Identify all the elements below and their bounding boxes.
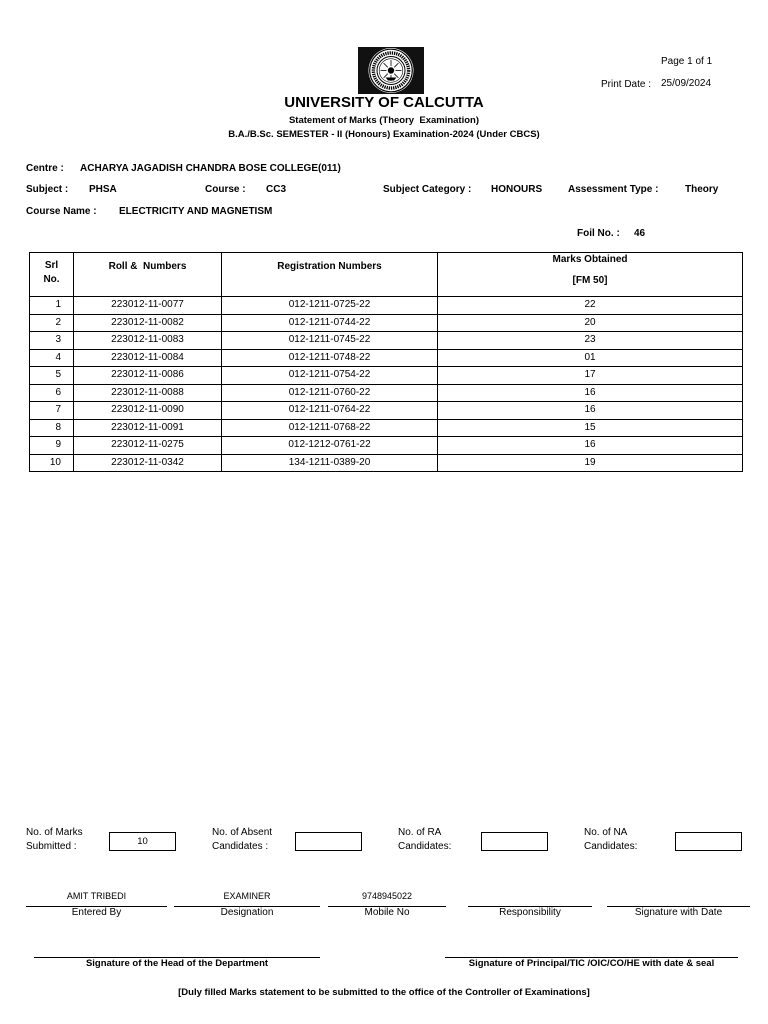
registration-number-cell: 012-1211-0745-22 bbox=[222, 332, 438, 350]
marks-cell: 20 bbox=[438, 314, 743, 332]
subject-label: Subject : bbox=[26, 184, 69, 195]
registration-number-cell: 134-1211-0389-20 bbox=[222, 454, 438, 472]
srl-no-cell: 9 bbox=[30, 437, 74, 455]
signature-with-date-label: Signature with Date bbox=[634, 907, 723, 918]
registration-number-cell: 012-1211-0748-22 bbox=[222, 349, 438, 367]
srl-no-cell: 4 bbox=[30, 349, 74, 367]
subject-category-value: HONOURS bbox=[491, 184, 543, 195]
print-date: 25/09/2024 bbox=[661, 78, 712, 89]
absent-candidates-label-line-2: Candidates : bbox=[212, 841, 269, 852]
registration-number-cell: 012-1211-0725-22 bbox=[222, 297, 438, 315]
print-date-label: Print Date : bbox=[601, 79, 652, 90]
srl-no-header bbox=[30, 253, 74, 297]
registration-number-cell: 012-1211-0768-22 bbox=[222, 419, 438, 437]
designation-value: EXAMINER bbox=[174, 889, 320, 907]
mobile-number-value: 9748945022 bbox=[328, 889, 446, 907]
na-candidates-label-line-2: Candidates: bbox=[584, 841, 638, 852]
table-row bbox=[30, 332, 743, 350]
signature-with-date-field bbox=[607, 889, 750, 907]
assessment-type-label: Assessment Type : bbox=[568, 184, 659, 195]
registration-header-text: Registration Numbers bbox=[277, 261, 382, 272]
registration-number-cell: 012-1211-0754-22 bbox=[222, 367, 438, 385]
absent-candidates-count-box bbox=[295, 832, 362, 851]
roll-number-cell: 223012-11-0082 bbox=[74, 314, 222, 332]
marks-header-line-1: Marks Obtained bbox=[552, 254, 628, 265]
university-title: UNIVERSITY OF CALCUTTA bbox=[284, 94, 484, 111]
table-row bbox=[30, 437, 743, 455]
marks-cell: 23 bbox=[438, 332, 743, 350]
table-row bbox=[30, 297, 743, 315]
course-label: Course : bbox=[205, 184, 246, 195]
srl-no-cell: 6 bbox=[30, 384, 74, 402]
roll-number-cell: 223012-11-0084 bbox=[74, 349, 222, 367]
roll-number-cell: 223012-11-0083 bbox=[74, 332, 222, 350]
srl-no-cell: 8 bbox=[30, 419, 74, 437]
marks-header-line-2: [FM 50] bbox=[572, 275, 608, 286]
srl-no-cell: 2 bbox=[30, 314, 74, 332]
srl-header-line-1: Srl bbox=[44, 260, 59, 271]
statement-title: Statement of Marks (Theory Examination) bbox=[288, 115, 480, 126]
roll-header-text: Roll & Numbers bbox=[108, 261, 187, 272]
centre-value: ACHARYA JAGADISH CHANDRA BOSE COLLEGE(011) bbox=[80, 163, 341, 174]
entered-by-value: AMIT TRIBEDI bbox=[26, 889, 167, 907]
srl-header-line-2: No. bbox=[43, 274, 60, 285]
ra-candidates-count-box bbox=[481, 832, 548, 851]
centre-label: Centre : bbox=[26, 163, 64, 174]
table-row bbox=[30, 419, 743, 437]
page-info: Page 1 of 1 bbox=[661, 56, 713, 67]
subject-category-label: Subject Category : bbox=[383, 184, 472, 195]
marks-submitted-label-line-2: Submitted : bbox=[26, 841, 77, 852]
table-row bbox=[30, 454, 743, 472]
marks-obtained-header bbox=[438, 253, 743, 297]
ra-candidates-label-line-1: No. of RA bbox=[398, 827, 442, 838]
roll-number-cell: 223012-11-0342 bbox=[74, 454, 222, 472]
marks-cell: 16 bbox=[438, 437, 743, 455]
responsibility-label: Responsibility bbox=[499, 907, 561, 918]
table-row bbox=[30, 384, 743, 402]
srl-no-cell: 5 bbox=[30, 367, 74, 385]
srl-no-cell: 1 bbox=[30, 297, 74, 315]
srl-no-cell: 3 bbox=[30, 332, 74, 350]
mobile-number-label: Mobile No bbox=[364, 907, 410, 918]
marks-cell: 17 bbox=[438, 367, 743, 385]
marks-submitted-label-line-1: No. of Marks bbox=[26, 827, 83, 838]
roll-number-cell: 223012-11-0077 bbox=[74, 297, 222, 315]
marks-cell: 22 bbox=[438, 297, 743, 315]
srl-no-cell: 10 bbox=[30, 454, 74, 472]
table-row bbox=[30, 402, 743, 420]
foil-number-label: Foil No. : bbox=[577, 228, 620, 239]
principal-signature-label: Signature of Principal/TIC /OIC/CO/HE with date & seal bbox=[468, 958, 715, 969]
registration-number-cell: 012-1212-0761-22 bbox=[222, 437, 438, 455]
roll-number-cell: 223012-11-0090 bbox=[74, 402, 222, 420]
course-name-value: ELECTRICITY AND MAGNETISM bbox=[119, 206, 273, 217]
registration-number-cell: 012-1211-0760-22 bbox=[222, 384, 438, 402]
marks-cell: 16 bbox=[438, 402, 743, 420]
marks-cell: 01 bbox=[438, 349, 743, 367]
examination-title: B.A./B.Sc. SEMESTER - II (Honours) Examination-2024 (Under CBCS) bbox=[228, 129, 540, 140]
submission-instruction-note: [Duly filled Marks statement to be submitted to the office of the Controller of Examinations] bbox=[178, 987, 590, 998]
assessment-type-value: Theory bbox=[685, 184, 719, 195]
foil-number-value: 46 bbox=[634, 228, 646, 239]
table-row bbox=[30, 314, 743, 332]
na-candidates-label-line-1: No. of NA bbox=[584, 827, 628, 838]
subject-value: PHSA bbox=[89, 184, 117, 195]
roll-number-cell: 223012-11-0088 bbox=[74, 384, 222, 402]
course-value: CC3 bbox=[266, 184, 287, 195]
registration-number-cell: 012-1211-0744-22 bbox=[222, 314, 438, 332]
roll-number-cell: 223012-11-0275 bbox=[74, 437, 222, 455]
marks-cell: 16 bbox=[438, 384, 743, 402]
roll-number-cell: 223012-11-0086 bbox=[74, 367, 222, 385]
designation-label: Designation bbox=[220, 907, 274, 918]
roll-number-header bbox=[74, 253, 222, 297]
srl-no-cell: 7 bbox=[30, 402, 74, 420]
responsibility-field bbox=[468, 889, 592, 907]
marks-table bbox=[29, 252, 743, 472]
na-candidates-count-box bbox=[675, 832, 742, 851]
head-of-department-signature-label: Signature of the Head of the Department bbox=[85, 958, 269, 969]
entered-by-label: Entered By bbox=[71, 907, 122, 918]
table-row bbox=[30, 367, 743, 385]
university-seal-icon bbox=[358, 47, 424, 94]
table-header-row bbox=[30, 253, 743, 297]
absent-candidates-label-line-1: No. of Absent bbox=[212, 827, 273, 838]
marks-cell: 15 bbox=[438, 419, 743, 437]
marks-cell: 19 bbox=[438, 454, 743, 472]
roll-number-cell: 223012-11-0091 bbox=[74, 419, 222, 437]
registration-number-header bbox=[222, 253, 438, 297]
table-row bbox=[30, 349, 743, 367]
registration-number-cell: 012-1211-0764-22 bbox=[222, 402, 438, 420]
marks-submitted-count-box: 10 bbox=[109, 832, 176, 851]
course-name-label: Course Name : bbox=[26, 206, 97, 217]
ra-candidates-label-line-2: Candidates: bbox=[398, 841, 452, 852]
